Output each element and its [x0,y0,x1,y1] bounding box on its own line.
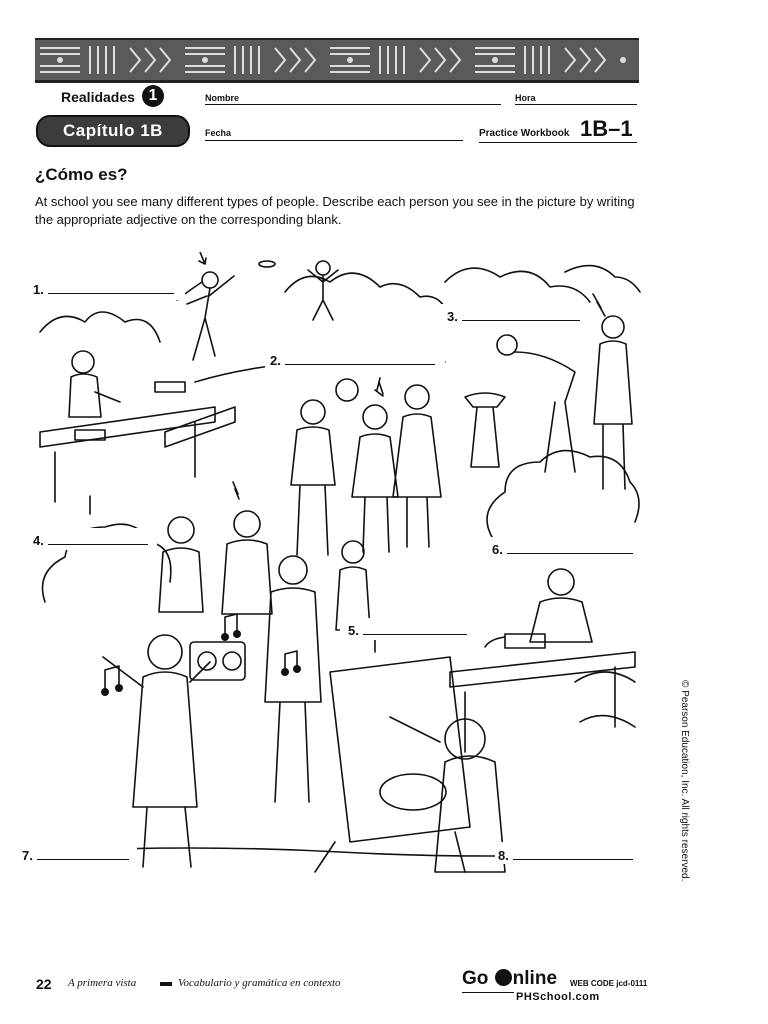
answer-line[interactable] [285,352,435,365]
workbook-rule [479,142,637,143]
blank-number: 6. [492,542,503,557]
workbook-code: 1B–1 [580,116,633,141]
chapter-badge: Capítulo 1B [36,115,190,147]
go-online-logo[interactable] [462,968,557,990]
blank-number: 4. [33,533,44,548]
level-badge: 1 [142,85,164,107]
blank-1[interactable] [33,281,174,297]
answer-line[interactable] [48,281,174,294]
phschool-link[interactable]: PHSchool.com [516,991,600,1003]
blank-number: 2. [270,353,281,368]
answer-line[interactable] [513,847,633,860]
activity-instructions: At school you see many different types of people. Describe each person you see in the picture by writing the appropriate adjective on the corresponding blank. [35,194,635,227]
series-title: Realidades [61,89,135,105]
workbook-label: Practice Workbook [479,128,570,139]
blank-6[interactable] [492,541,633,557]
park-scene-illustration [35,252,641,877]
go-online-rule [462,992,514,993]
answer-line[interactable] [37,847,129,860]
answer-line[interactable] [363,622,467,635]
answer-line[interactable] [462,308,580,321]
go-suffix: nline [512,968,558,989]
blank-4[interactable] [33,532,148,548]
answer-line[interactable] [507,541,633,554]
date-field[interactable] [205,140,463,141]
footer-divider [160,982,172,986]
footer-section: A primera vista [68,977,137,989]
copyright-note: © Pearson Education, Inc. All rights reserved. [679,680,690,882]
globe-icon [495,969,512,986]
blank-number: 7. [22,848,33,863]
blank-5[interactable] [348,622,467,638]
date-label: Fecha [205,128,232,138]
blank-8[interactable] [498,847,633,863]
blank-number: 8. [498,848,509,863]
answer-line[interactable] [48,532,148,545]
page-number: 22 [36,976,52,992]
blank-7[interactable] [22,847,129,863]
web-code: WEB CODE jcd-0111 [570,979,648,988]
blank-number: 1. [33,282,44,297]
name-label: Nombre [205,93,240,103]
blank-number: 3. [447,309,458,324]
hour-label: Hora [515,93,536,103]
name-field[interactable] [205,104,501,105]
activity-title: ¿Cómo es? [35,165,128,184]
footer-subsection: Vocabulario y gramática en contexto [178,977,341,989]
hour-field[interactable] [515,104,637,105]
blank-number: 5. [348,623,359,638]
blank-3[interactable] [447,308,580,324]
decorative-banner [35,38,639,83]
blank-2[interactable] [270,352,435,368]
go-prefix: Go [462,968,489,989]
